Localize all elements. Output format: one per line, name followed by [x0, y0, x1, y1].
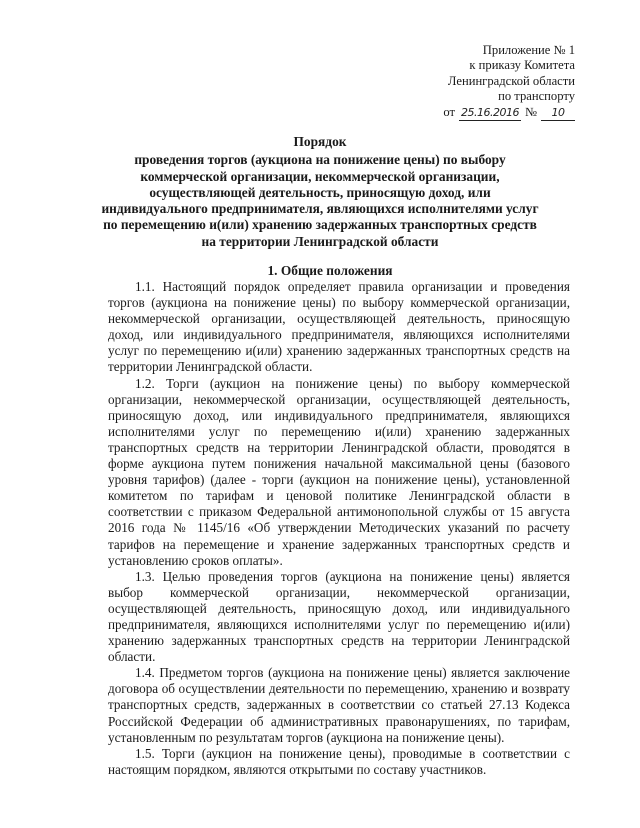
paragraph-1-2: 1.2. Торги (аукцион на понижение цены) по выбору коммерческой организации, некоммерческой организации, осуществляющей деятельность, приносящую доход, или индивидуального предпринимателя, являющихся исполнителями услуг по перемещению и(или) хранению задержанных транспортных средств на территории Ленинградской области, проводятся в форме аукциона путем понижения начальной максимальной цены (базового уровня тарифов) (далее - торги (аукцион на понижение цены), установленной комитетом по тарифам и ценовой политике Ленинградской области в соответствии с приказом Федеральной антимонопольной службы от 15 августа 2016 года № 1145/16 «Об утверждении Методических указаний по расчету тарифов на перемещение и хранение задержанных транспортных средств и установлению сроков оплаты».	[108, 375, 570, 568]
appendix-line-1: Приложение № 1	[482, 43, 575, 57]
title-line: проведения торгов (аукциона на понижение цены) по выбору	[134, 152, 506, 168]
section-heading: 1. Общие положения	[267, 263, 393, 278]
title-line: на территории Ленинградской области	[201, 233, 439, 249]
document-title	[60, 134, 580, 250]
handwritten-date: 25.16.2016	[459, 105, 521, 121]
appendix-order-line	[443, 105, 575, 121]
paragraph-1-1: 1.1. Настоящий порядок определяет правила организации и проведения торгов (аукциона на понижение цены) по выбору коммерческой организации, некоммерческой организации, осуществляющей деятельность, приносящую доход, или индивидуального предпринимателя, являющихся исполнителями услуг по перемещению и(или) хранению задержанных транспортных средств на территории Ленинградской области.	[108, 279, 570, 375]
from-label: от	[443, 104, 455, 119]
paragraph-1-5: 1.5. Торги (аукцион на понижение цены), проводимые в соответствии с настоящим порядком, являются открытыми по составу участников.	[108, 745, 570, 777]
number-label: №	[524, 104, 537, 119]
appendix-line-2: к приказу Комитета	[469, 58, 575, 73]
section-body	[108, 279, 570, 778]
appendix-line-4: по транспорту	[498, 89, 575, 104]
appendix-header	[443, 43, 575, 121]
paragraph-1-3: 1.3. Целью проведения торгов (аукциона на понижение цены) является выбор коммерческой организации, некоммерческой организации, осуществляющей деятельность, приносящую доход, или индивидуального предпринимателя, являющихся исполнителями услуг по перемещению и(или) хранению задержанных транспортных средств на территории Ленинградской области.	[108, 568, 570, 665]
paragraph-1-4: 1.4. Предметом торгов (аукциона на понижение цены) является заключение договора об осуществлении деятельности по перемещению, хранению и возврату транспортных средств, задержанных в соответствии со статьей 27.13 Кодекса Российской Федерации об административных правонарушениях, по тарифам, установленным по результатам торгов (аукциона на понижение цены).	[108, 665, 570, 745]
title-main: Порядок	[293, 134, 347, 149]
appendix-line-3: Ленинградской области	[447, 73, 575, 88]
handwritten-number: 10	[541, 105, 575, 121]
title-line: индивидуального предпринимателя, являющихся исполнителями услуг	[101, 201, 539, 217]
title-line: по перемещению и(или) хранению задержанных транспортных средств	[103, 217, 537, 233]
title-line: коммерческой организации, некоммерческой организации,	[140, 168, 500, 184]
title-line: осуществляющей деятельность, приносящую доход, или	[149, 184, 491, 200]
